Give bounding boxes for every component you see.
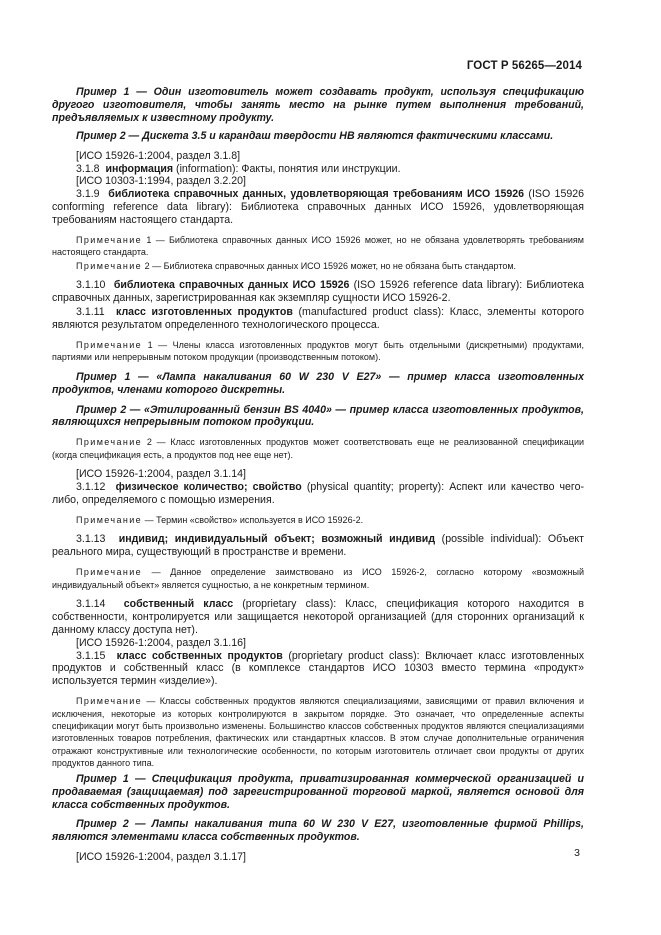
clause-number: 3.1.13 xyxy=(76,533,106,546)
paragraph-text: Пример 1 — Спецификация продукта, приватизированная коммерческой организацией и продаваемая (защищаемая) под зарегистрированной торговой маркой, является основой для класса собственных продуктов. xyxy=(52,772,584,811)
definition-paragraph xyxy=(52,306,584,332)
paragraph-text: [ИСО 15926-1:2004, раздел 3.1.16] xyxy=(76,636,246,649)
example-paragraph xyxy=(52,773,584,812)
definition-paragraph xyxy=(52,481,584,507)
paragraph-text: (ISO 15926 conforming reference data library): Библиотека справочных данных ИСО 15926, удовлетворяющая требованиям настоящего стандарта. xyxy=(52,188,585,227)
document-body xyxy=(52,86,584,864)
paragraph-text: — Данное определение заимствовано из ИСО 15926-2, согласно которому «возможный индивидуальный объект» является сущностью, а не конкретным термином. xyxy=(52,567,584,590)
definition-paragraph xyxy=(52,650,584,689)
paragraph-text: Пример 2 — Лампы накаливания типа 60 W 230 V E27, изготовленные фирмой Phillips, являются элементами класса собственных продуктов. xyxy=(52,818,584,844)
paragraph-text: — Термин «свойство» используется в ИСО 15926-2. xyxy=(142,514,364,525)
note-paragraph xyxy=(52,234,584,259)
term-name: собственный класс xyxy=(123,597,234,610)
reference-paragraph xyxy=(52,851,584,864)
reference-paragraph xyxy=(52,637,584,650)
definition-paragraph xyxy=(52,188,584,227)
term-name: библиотека справочных данных ИСО 15926 xyxy=(113,279,350,292)
clause-number: 3.1.8 xyxy=(76,162,100,175)
paragraph-text: Пример 1 — «Лампа накаливания 60 W 230 V E27» — пример класса изготовленных продуктов, членами которого дискретны. xyxy=(52,370,584,396)
note-paragraph xyxy=(52,339,584,364)
paragraph-text: — Классы собственных продуктов являются специализациями, зависящими от правил включения и исключения, некоторые из которых контролируются в закрытом порядке. Это означает, что определенные аспекты спецификации могут быть произвольно изменены. Большинство классов собственных продуктов являются специализациями изготовленных товаров потребления, фактических или стандартных классов. В этом случае дополнительные ограничения отражают конструктивные или технологические особенности, по которым изготовитель отличает свои продукты от других продуктов данного типа. xyxy=(52,696,584,769)
example-paragraph xyxy=(52,818,584,844)
page-number: 3 xyxy=(574,847,580,859)
paragraph-text: [ИСО 15926-1:2004, раздел 3.1.8] xyxy=(76,149,241,162)
term-name: класс изготовленных продуктов xyxy=(116,306,293,319)
note-paragraph xyxy=(52,695,584,769)
note-paragraph xyxy=(52,514,584,526)
paragraph-text: [ИСО 15926-1:2004, раздел 3.1.14] xyxy=(76,468,246,481)
paragraph-text: (proprietary product class): Включает класс изготовленных продуктов и собственный класс (в комплексе стандартов ИСО 10303 вместо термина «продукт» используется термин «изделие»). xyxy=(52,649,584,688)
clause-number: 3.1.14 xyxy=(76,597,106,610)
paragraph-text: [ИСО 15926-1:2004, раздел 3.1.17] xyxy=(76,851,246,864)
example-paragraph xyxy=(52,371,584,397)
standard-header: ГОСТ Р 56265—2014 xyxy=(466,60,582,72)
example-paragraph xyxy=(52,86,584,125)
paragraph-text: (information): Факты, понятия или инструкции. xyxy=(173,162,401,175)
paragraph-text: (proprietary class): Класс, спецификация которого находится в собственности, контролируется или защищается некоторой организацией (для сторонних организаций к данному классу доступа нет). xyxy=(52,597,584,636)
note-paragraph xyxy=(52,436,584,461)
definition-paragraph xyxy=(52,279,584,305)
term-name: класс собственных продуктов xyxy=(116,649,283,662)
paragraph-text: (physical quantity; property): Аспект или качество чего-либо, определяемого с помощью измерения. xyxy=(52,481,584,506)
example-paragraph xyxy=(52,130,584,143)
paragraph-text: 1 — Члены класса изготовленных продуктов могут быть отдельными (дискретными) продуктами, партиями или непрерывным потоком продукции (производственным потоком). xyxy=(52,339,584,363)
note-label: Примечание xyxy=(76,235,143,246)
clause-number: 3.1.12 xyxy=(76,481,106,494)
clause-number: 3.1.10 xyxy=(76,279,106,292)
paragraph-text: 2 — Библиотека справочных данных ИСО 15926 может, но не обязана быть стандартом. xyxy=(142,260,517,271)
definition-paragraph xyxy=(52,533,584,559)
reference-paragraph xyxy=(52,175,584,188)
definition-paragraph xyxy=(52,163,584,176)
reference-paragraph xyxy=(52,150,584,163)
paragraph-text: Пример 2 — Дискета 3.5 и карандаш твердости НВ являются фактическими классами. xyxy=(76,129,554,142)
paragraph-text: Пример 2 — «Этилированный бензин BS 4040» — пример класса изготовленных продуктов, являющихся непрерывным потоком продукции. xyxy=(52,403,584,429)
paragraph-text: (manufactured product class): Класс, элементы которого являются результатом определенного технологического процесса. xyxy=(52,306,584,331)
paragraph-text: 2 — Класс изготовленных продуктов может соответствовать еще не реализованной спецификации (когда спецификация есть, а продуктов под нее еще нет). xyxy=(52,437,584,460)
note-paragraph xyxy=(52,260,584,272)
note-label: Примечание xyxy=(76,567,143,578)
reference-paragraph xyxy=(52,468,584,481)
note-label: Примечание xyxy=(76,339,143,350)
clause-number: 3.1.15 xyxy=(76,649,106,662)
paragraph-text: Пример 1 — Один изготовитель может создавать продукт, используя спецификацию другого изготовителя, чтобы занять место на рынке путем выполнения требований, предъявляемых к известному продукту. xyxy=(52,86,584,124)
note-paragraph xyxy=(52,566,584,591)
term-name: индивид; индивидуальный объект; возможный индивид xyxy=(118,533,436,546)
term-name: физическое количество; свойство xyxy=(115,481,302,494)
paragraph-text: 1 — Библиотека справочных данных ИСО 15926 может, но не обязана удовлетворять требованиям настоящего стандарта. xyxy=(52,235,584,258)
term-name: библиотека справочных данных, удовлетворяющая требованиям ИСО 15926 xyxy=(108,188,525,201)
note-label: Примечание xyxy=(76,437,143,448)
note-label: Примечание xyxy=(76,696,143,707)
term-name: информация xyxy=(105,162,174,175)
example-paragraph xyxy=(52,404,584,430)
clause-number: 3.1.9 xyxy=(76,188,100,201)
paragraph-text: (possible individual): Объект реального мира, существующий в пространстве и времени. xyxy=(52,533,585,559)
note-label: Примечание xyxy=(76,260,143,271)
paragraph-text: [ИСО 10303-1:1994, раздел 3.2.20] xyxy=(76,175,246,188)
paragraph-text: (ISO 15926 reference data library): Библиотека справочных данных, зарегистрированная как экземпляр сущности ИСО 15926-2. xyxy=(52,279,585,305)
definition-paragraph xyxy=(52,598,584,637)
note-label: Примечание xyxy=(76,514,143,525)
clause-number: 3.1.11 xyxy=(76,306,105,319)
